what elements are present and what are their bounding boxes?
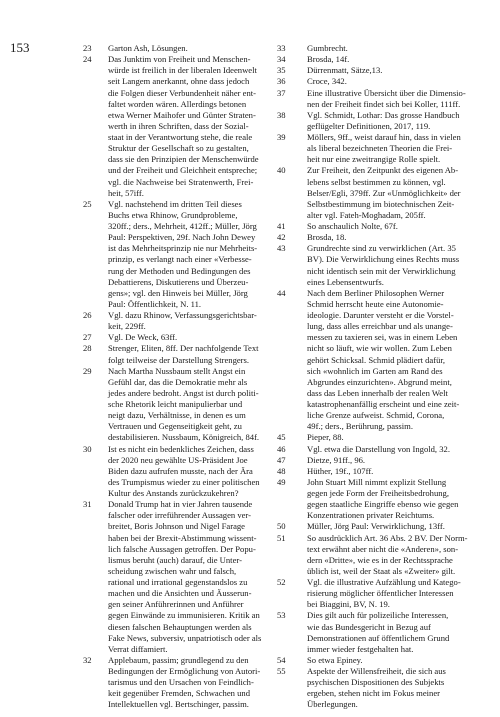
footnote-line: Biden dazu aufrufen musste, nach der Ära xyxy=(108,465,253,476)
footnote-line: nicht so läuft, wie wir wollen. Zum Leben xyxy=(307,343,452,354)
footnote-line: sich «wohnlich im Garten am Rand des xyxy=(307,365,443,376)
footnote-line: Verrat diffamiert. xyxy=(108,643,168,654)
footnote-line: Fake News, subversiv, unpatriotisch oder als xyxy=(108,632,262,643)
footnote xyxy=(277,577,472,610)
footnote-line: risierung möglicher öffentlicher Interessen xyxy=(307,588,454,599)
footnote-line: folgt teilweise der Darstellung Strengers. xyxy=(108,354,250,365)
footnote-number: 46 xyxy=(277,443,286,454)
footnote xyxy=(277,243,472,288)
footnote-line: jedes andere bedroht. Angst ist durch politi- xyxy=(108,387,259,398)
footnote-line: Hüther, 19f., 107ff. xyxy=(307,465,374,476)
footnote-number: 51 xyxy=(277,532,286,543)
footnote-line: Pieper, 88. xyxy=(307,432,344,443)
footnote-line: Donald Trump hat in vier Jahren tausende xyxy=(108,499,253,510)
footnote-line: gegen jede Form der Freiheitsbedrohung, xyxy=(307,488,449,498)
footnote xyxy=(83,499,275,655)
footnote-line: psychischen Dispositionen des Subjekts xyxy=(307,677,445,688)
footnote-line: Kultur des Anstands zurückzukehren? xyxy=(108,488,239,498)
footnote-line: Strenger, Eliten, 8ff. Der nachfolgende Text xyxy=(108,343,259,354)
footnote-number: 47 xyxy=(277,454,286,465)
footnote-line: seit Langem anerkannt, ohne dass jedoch xyxy=(108,76,250,87)
footnote-line: John Stuart Mill nimmt explizit Stellung xyxy=(307,476,447,487)
footnote-line: Buchs etwa Rhinow, Grundprobleme, xyxy=(108,209,238,220)
footnote-number: 36 xyxy=(277,76,286,87)
footnote-line: nicht identisch sein mit der Verwirklichung xyxy=(307,265,456,276)
footnote-line: ergeben, stehen nicht im Fokus meiner xyxy=(307,688,441,699)
footnote-text xyxy=(307,444,472,455)
footnote-number: 49 xyxy=(277,476,286,487)
footnote-number: 29 xyxy=(83,365,92,376)
footnote xyxy=(83,199,275,310)
footnote-line: die Folgen dieser Verbundenheit näher ent- xyxy=(108,87,257,98)
footnote-line: prinzip, es verlangt nach einer «Verbesse- xyxy=(108,254,252,265)
footnote-line: breitet, Boris Johnson und Nigel Farage xyxy=(108,521,246,532)
footnote-text xyxy=(307,232,472,243)
footnote-line: bei Biaggini, BV, N. 19. xyxy=(307,599,390,610)
footnote-number: 32 xyxy=(83,654,92,665)
footnote-line: Bedingungen der Ermöglichung von Autori- xyxy=(108,666,261,676)
footnote-text xyxy=(307,88,472,110)
footnote xyxy=(277,221,472,232)
footnote xyxy=(277,533,472,578)
footnote-line: Müller, Jörg Paul: Verwirklichung, 13ff. xyxy=(307,521,445,532)
footnote-number: 35 xyxy=(277,65,286,76)
footnote-line: Vertrauen und Gegenseitigkeit geht, zu xyxy=(108,421,242,432)
footnote xyxy=(83,43,275,54)
footnote-line: Nach dem Berliner Philosophen Werner xyxy=(307,287,445,298)
footnote-line: Gumbrecht. xyxy=(307,43,348,53)
footnote-number: 40 xyxy=(277,165,286,176)
footnote xyxy=(277,165,472,221)
footnote-number: 33 xyxy=(277,43,286,53)
footnote-text xyxy=(307,43,472,54)
footnote-number: 39 xyxy=(277,132,286,142)
footnote xyxy=(277,466,472,477)
footnote-line: heit, 57iff. xyxy=(108,187,144,198)
footnote-text xyxy=(108,332,275,343)
footnote-text xyxy=(307,243,472,288)
footnote-line: Vgl. dazu Rhinow, Verfassungsgerichtsbar- xyxy=(108,310,257,320)
footnote xyxy=(83,332,275,343)
footnote-line: keit gegenüber Fremden, Schwachen und xyxy=(108,688,250,699)
footnote-line: keit, 229ff. xyxy=(108,321,146,332)
footnote xyxy=(277,455,472,466)
footnote-line: Abgrundes einzurichten». Abgrund meint, xyxy=(307,376,452,387)
footnote-line: Vgl. De Weck, 63ff. xyxy=(108,332,178,343)
footnote-text xyxy=(307,655,472,666)
footnote-number: 34 xyxy=(277,54,286,65)
footnote-line: falscher oder irreführender Aussagen ver- xyxy=(108,510,251,521)
footnote-number: 28 xyxy=(83,343,92,354)
footnote-line: würde ist freilich in der liberalen Ideenwelt xyxy=(108,65,257,76)
footnote-number: 45 xyxy=(277,432,286,443)
footnote-line: Zur Freiheit, den Zeitpunkt des eigenen Ab- xyxy=(307,165,459,176)
footnote-number: 53 xyxy=(277,610,286,621)
footnote-line: Dietze, 91ff., 96. xyxy=(307,454,366,465)
footnote-number: 41 xyxy=(277,221,286,231)
footnote xyxy=(83,366,275,444)
footnote-text xyxy=(307,110,472,132)
footnote xyxy=(277,444,472,455)
footnote-line: staat in der Verantwortung stehe, die reale xyxy=(108,132,253,142)
footnote-line: destabilisieren. Nussbaum, Königreich, 84f. xyxy=(108,432,260,443)
footnote-line: scheidung zwischen wahr und falsch, xyxy=(108,565,237,576)
footnote xyxy=(83,54,275,199)
footnote xyxy=(277,655,472,666)
footnote-line: Dies gilt auch für polizeiliche Interessen, xyxy=(307,610,449,621)
footnote xyxy=(277,110,472,132)
footnote-line: Dürrenmatt, Sätze,13. xyxy=(307,65,383,76)
footnote-line: Garton Ash, Lösungen. xyxy=(108,43,188,53)
footnote-text xyxy=(307,533,472,578)
footnote-line: Überlegungen. xyxy=(307,699,358,710)
footnote xyxy=(277,432,472,443)
footnote xyxy=(277,232,472,243)
footnote-line: Vgl. Schmidt, Lothar: Das grosse Handbuch xyxy=(307,109,460,120)
footnote-line: Debattierens, Diskutierens und Überzeu- xyxy=(108,276,249,287)
footnote-text xyxy=(307,521,472,532)
footnote-line: Paul: Perspektiven, 29f. Nach John Dewey xyxy=(108,232,256,243)
footnote-line: Demonstrationen auf öffentlichem Grund xyxy=(307,632,450,643)
footnote xyxy=(277,76,472,87)
footnote xyxy=(277,288,472,433)
footnote-line: lismus beruht (auch) darauf, die Unter- xyxy=(108,554,242,565)
footnote-line: dass sie den Prinzipien der Menschenwürde xyxy=(108,154,259,165)
footnote-line: messen zu taxieren sei, was in einem Leben xyxy=(307,332,458,343)
footnote-number: 27 xyxy=(83,332,92,343)
footnote xyxy=(83,655,275,711)
footnote-text xyxy=(108,343,275,365)
footnote-text xyxy=(307,432,472,443)
footnote-line: vgl. die Nachweise bei Stratenwerth, Frei- xyxy=(108,176,254,187)
footnote-line: alter vgl. Fateh-Moghadam, 205ff. xyxy=(307,209,426,220)
footnote-line: Struktur der Gesellschaft so zu gestalten, xyxy=(108,143,249,154)
footnote-line: Nach Martha Nussbaum stellt Angst ein xyxy=(108,365,246,376)
footnote-line: dass das Leben innerhalb der realen Welt xyxy=(307,387,448,398)
footnote-line: 320ff.; ders., Mehrheit, 412ff.; Müller, Jörg xyxy=(108,221,257,231)
footnote-line: immer wieder festgehalten hat. xyxy=(307,643,414,654)
footnote-number: 52 xyxy=(277,577,286,587)
footnote-line: So etwa Epiney. xyxy=(307,654,363,665)
footnote-text xyxy=(307,288,472,433)
footnote-number: 26 xyxy=(83,310,92,320)
footnote-line: gen seiner Anführerinnen und Anführer xyxy=(108,599,244,610)
footnote-number: 30 xyxy=(83,443,92,454)
footnote xyxy=(277,666,472,711)
footnote-line: text erwähnt aber nicht die «Anderen», son- xyxy=(307,543,459,554)
footnote xyxy=(277,477,472,522)
footnote-line: gegen staatliche Eingriffe ebenso wie gegen xyxy=(307,499,459,510)
footnote-line: So ausdrücklich Art. 36 Abs. 2 BV. Der Norm- xyxy=(307,532,468,543)
footnote-line: 49f.; ders., Berührung, passim. xyxy=(307,421,413,432)
footnote-line: gegen Einwände zu immunisieren. Kritik an xyxy=(108,610,260,621)
footnote-text xyxy=(307,455,472,466)
footnote-text xyxy=(307,76,472,87)
footnote xyxy=(277,54,472,65)
footnote xyxy=(83,343,275,365)
footnote-text xyxy=(108,43,275,54)
footnote-line: etwa Werner Maihofer und Günter Straten- xyxy=(108,109,256,120)
footnote-text xyxy=(307,610,472,655)
page-number: 153 xyxy=(10,40,30,55)
footnote-line: eines Lebensentwurfs. xyxy=(307,276,384,287)
footnote-line: Paul: Öffentlichkeit, N. 11. xyxy=(108,298,202,309)
footnote-line: faltet worden wären. Allerdings betonen xyxy=(108,98,247,109)
footnote-line: gehört Schicksal. Schmid plädiert dafür, xyxy=(307,354,446,365)
footnote-line: üblich ist, weil der Staat als «Zweiter» gilt. xyxy=(307,565,456,576)
footnote-line: nen der Freiheit findet sich bei Koller, 111ff. xyxy=(307,98,461,109)
footnote-line: Vgl. etwa die Darstellung von Ingold, 32. xyxy=(307,443,450,454)
footnote-line: des Trumpismus wieder zu einer politischen xyxy=(108,476,260,487)
footnote xyxy=(277,43,472,54)
footnote-line: neigt dazu, Verhältnisse, in denen es um xyxy=(108,410,246,421)
footnote-line: Selbstbestimmung im biotechnischen Zeit- xyxy=(307,198,455,209)
footnotes-left-column xyxy=(83,43,275,711)
footnote-number: 37 xyxy=(277,87,286,98)
footnote-line: sche Rhetorik leicht manipulierbar und xyxy=(108,399,243,409)
footnote-line: als liberal bezeichneten Theorien die Frei- xyxy=(307,143,453,154)
footnote-text xyxy=(108,655,275,711)
footnote-line: Brosda, 14f. xyxy=(307,54,350,65)
footnote-number: 31 xyxy=(83,499,92,510)
footnote-text xyxy=(108,499,275,655)
footnote-line: Gefühl dar, das die Demokratie mehr als xyxy=(108,376,248,387)
footnote-number: 23 xyxy=(83,43,92,53)
footnote xyxy=(277,521,472,532)
footnote xyxy=(83,310,275,332)
footnote-number: 48 xyxy=(277,465,286,476)
footnote-number: 43 xyxy=(277,243,286,254)
footnote-number: 24 xyxy=(83,54,92,65)
footnote-text xyxy=(108,199,275,310)
footnote-text xyxy=(108,310,275,332)
footnote-line: lebens selbst bestimmen zu können, vgl. xyxy=(307,176,446,187)
footnote-text xyxy=(307,666,472,711)
footnote-number: 44 xyxy=(277,287,286,298)
footnote-number: 55 xyxy=(277,666,286,676)
footnote-line: Vgl. die illustrative Aufzählung und Katego- xyxy=(307,577,461,587)
footnote-text xyxy=(108,54,275,199)
footnotes-right-column xyxy=(277,43,472,711)
footnote-line: wie das Bundesgericht in Bezug auf xyxy=(307,621,431,632)
footnote-text xyxy=(108,444,275,500)
footnote-line: Grundrechte sind zu verwirklichen (Art. 35 xyxy=(307,243,456,254)
footnote-line: Aspekte der Willensfreiheit, die sich aus xyxy=(307,666,446,676)
footnote-line: ideologie. Darunter versteht er die Vorstel- xyxy=(307,310,454,320)
footnote-line: katastrophenanfällig erscheint und eine zeit- xyxy=(307,399,460,409)
footnote-text xyxy=(307,221,472,232)
footnote-line: Belser/Egli, 379ff. Zur «Unmöglichkeit» der xyxy=(307,187,461,198)
footnote-line: dern «Dritte», wie es in der Rechtssprache xyxy=(307,554,453,565)
footnote-line: rung der Methoden und Bedingungen des xyxy=(108,265,251,276)
footnote-text xyxy=(307,54,472,65)
footnote-line: So anschaulich Nolte, 67f. xyxy=(307,221,398,231)
footnote-line: diesen falschen Behauptungen werden als xyxy=(108,621,252,632)
footnote-line: tarismus und den Ursachen von Feindlich- xyxy=(108,677,254,688)
footnote xyxy=(277,610,472,655)
footnote-text xyxy=(307,466,472,477)
footnote-number: 50 xyxy=(277,521,286,532)
footnote-number: 38 xyxy=(277,109,286,120)
footnote-line: ist das Mehrheitsprinzip nie nur Mehrheits- xyxy=(108,243,258,254)
footnote xyxy=(277,88,472,110)
footnote-line: Schmid herrscht heute eine Autonomie- xyxy=(307,298,444,309)
footnote-line: Croce, 342. xyxy=(307,76,347,87)
footnote-number: 42 xyxy=(277,232,286,243)
footnote-line: lich falsche Aussagen getroffen. Der Popu- xyxy=(108,543,256,554)
footnote-line: machen und die Ansichten und Äusserun- xyxy=(108,588,252,599)
footnote-line: Konzentrationen privater Reichtums. xyxy=(307,510,435,521)
footnote-line: Brosda, 18. xyxy=(307,232,347,243)
footnote xyxy=(83,444,275,500)
footnote-line: Das Junktim von Freiheit und Menschen- xyxy=(108,54,251,65)
footnote-text xyxy=(307,577,472,610)
footnote-number: 54 xyxy=(277,654,286,665)
footnote-line: haben bei der Brexit-Abstimmung wissent- xyxy=(108,532,257,543)
footnote-line: Applebaum, passim; grundlegend zu den xyxy=(108,654,249,665)
footnote-number: 25 xyxy=(83,198,92,209)
footnote-line: Ist es nicht ein bedenkliches Zeichen, dass xyxy=(108,443,254,454)
footnote-line: Eine illustrative Übersicht über die Dimensio- xyxy=(307,87,466,98)
footnote-line: geflügelter Definitionen, 2017, 119. xyxy=(307,120,431,131)
footnote-line: und der Freiheit und Gleichheit entspreche; xyxy=(108,165,258,176)
footnote xyxy=(277,65,472,76)
footnote-line: liche Grenze aufweist. Schmid, Corona, xyxy=(307,410,445,421)
footnote-text xyxy=(307,165,472,221)
footnote-line: Intellektuellen vgl. Bertschinger, passim. xyxy=(108,699,249,710)
footnote-line: lung, dass alles erreichbar und als unange- xyxy=(307,321,453,332)
footnote-line: werth in ihren Schriften, dass der Sozial- xyxy=(108,120,249,131)
footnote-line: rational und irrational gegenstandslos zu xyxy=(108,577,248,587)
footnote-text xyxy=(108,366,275,444)
footnote-line: Möllers, 9ff., weist darauf hin, dass in vielen xyxy=(307,132,461,142)
footnote-line: der 2020 neu gewählte US-Präsident Joe xyxy=(108,454,248,465)
footnote-line: Vgl. nachstehend im dritten Teil dieses xyxy=(108,198,242,209)
footnote-line: BV). Die Verwirklichung eines Rechts muss xyxy=(307,254,460,265)
footnote-line: heit nur eine zweitrangige Rolle spielt. xyxy=(307,154,441,165)
footnote-text xyxy=(307,65,472,76)
footnote xyxy=(277,132,472,165)
footnote-text xyxy=(307,132,472,165)
footnote-text xyxy=(307,477,472,522)
footnote-line: gens»; vgl. den Hinweis bei Müller, Jörg xyxy=(108,287,248,298)
